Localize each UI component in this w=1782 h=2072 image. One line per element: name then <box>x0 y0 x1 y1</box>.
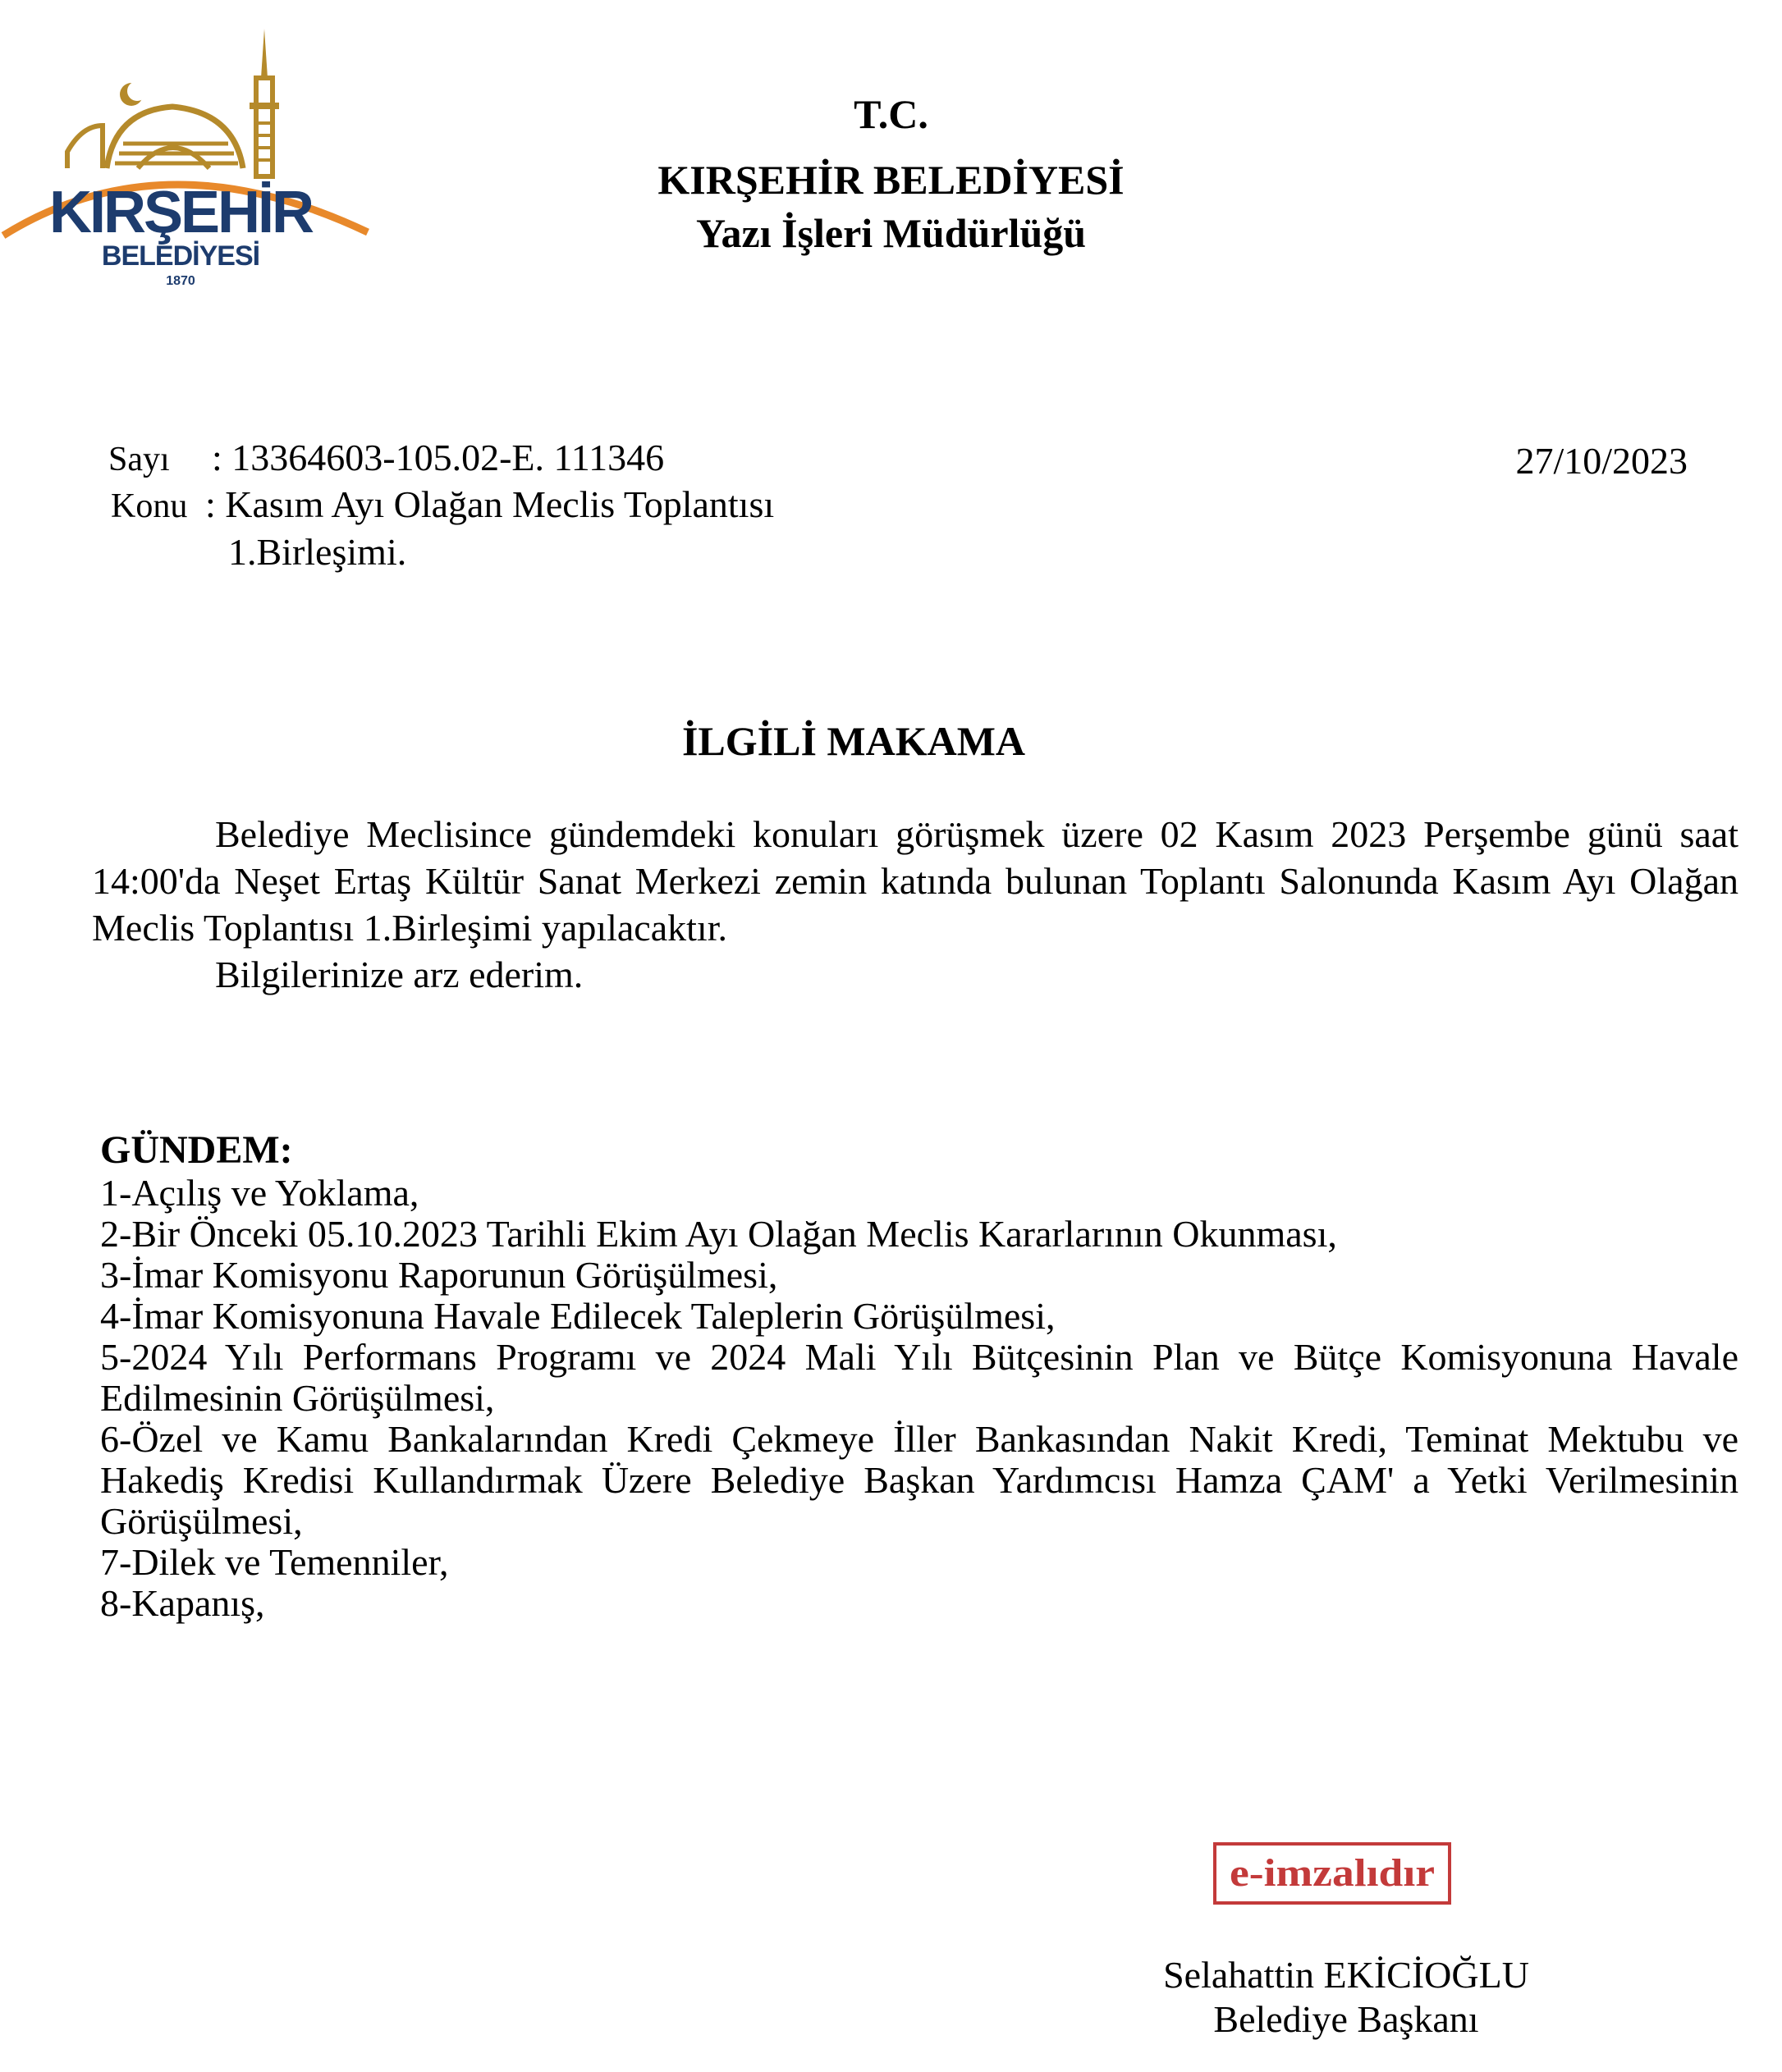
agenda <box>100 1128 1738 1624</box>
konu-label: Konu <box>111 487 188 525</box>
document-date: 27/10/2023 <box>1515 440 1688 482</box>
header-tc: T.C. <box>854 91 928 137</box>
konu-continuation: 1.Birleşimi. <box>228 531 407 573</box>
signature-block <box>1083 1953 1609 2042</box>
stamp-text: e-imzalıdır <box>1230 1851 1435 1895</box>
logo-wordmark: KIRŞEHİR <box>48 180 313 245</box>
agenda-item: 8-Kapanış, <box>100 1582 265 1624</box>
agenda-item: 1-Açılış ve Yoklama, <box>100 1172 419 1214</box>
header-department: Yazı İşleri Müdürlüğü <box>695 210 1087 256</box>
agenda-item: 5-2024 Yılı Performans Programı ve 2024 Mali Yılı Bütçesinin Plan ve Bütçe Komisyonuna Havale Edilmesinin Görüşülmesi, <box>100 1336 1738 1419</box>
sayi-label: Sayı <box>108 441 170 478</box>
agenda-item: 7-Dilek ve Temenniler, <box>100 1541 449 1583</box>
greeting: İLGİLİ MAKAMA <box>681 718 1026 764</box>
konu-row <box>111 486 187 524</box>
agenda-title: GÜNDEM: <box>100 1128 293 1172</box>
signatory-title: Belediye Başkanı <box>1213 1998 1479 2040</box>
body-closing: Bilgilerinize arz ederim. <box>215 954 584 995</box>
body-text <box>92 811 1738 998</box>
agenda-item: 4-İmar Komisyonuna Havale Edilecek Taleplerin Görüşülmesi, <box>100 1295 1056 1337</box>
agenda-item: 6-Özel ve Kamu Bankalarından Kredi Çekmeye İller Bankasından Nakit Kredi, Teminat Mektubu ve Hakediş Kredisi Kullandırmak Üzere Belediye Başkan Yardımcısı Hamza ÇAM' a Yetki Verilmesinin Görüşülmesi, <box>100 1418 1738 1542</box>
konu-value: : Kasım Ayı Olağan Meclis Toplantısı <box>205 483 775 525</box>
sayi-value: : 13364603-105.02-E. 111346 <box>212 437 665 478</box>
sayi-row <box>108 439 170 477</box>
e-signature-stamp <box>1213 1842 1451 1905</box>
signatory-name: Selahattin EKİCİOĞLU <box>1163 1954 1529 1996</box>
agenda-item: 2-Bir Önceki 05.10.2023 Tarihli Ekim Ayı Olağan Meclis Kararlarının Okunması, <box>100 1213 1337 1255</box>
logo-year: 1870 <box>166 274 195 288</box>
agenda-item: 3-İmar Komisyonu Raporunun Görüşülmesi, <box>100 1254 778 1296</box>
logo-subtitle: BELEDİYESİ <box>101 240 260 272</box>
body-paragraph: Belediye Meclisince gündemdeki konuları görüşmek üzere 02 Kasım 2023 Perşembe günü saat 14:00'da Neşet Ertaş Kültür Sanat Merkezi zemin katında bulunan Toplantı Salonunda Kasım Ayı Olağan Meclis Toplantısı 1.Birleşimi yapılacaktır. <box>92 813 1738 949</box>
stamp-graphic <box>1221 1849 1443 1898</box>
header-municipality: KIRŞEHİR BELEDİYESİ <box>657 157 1125 203</box>
